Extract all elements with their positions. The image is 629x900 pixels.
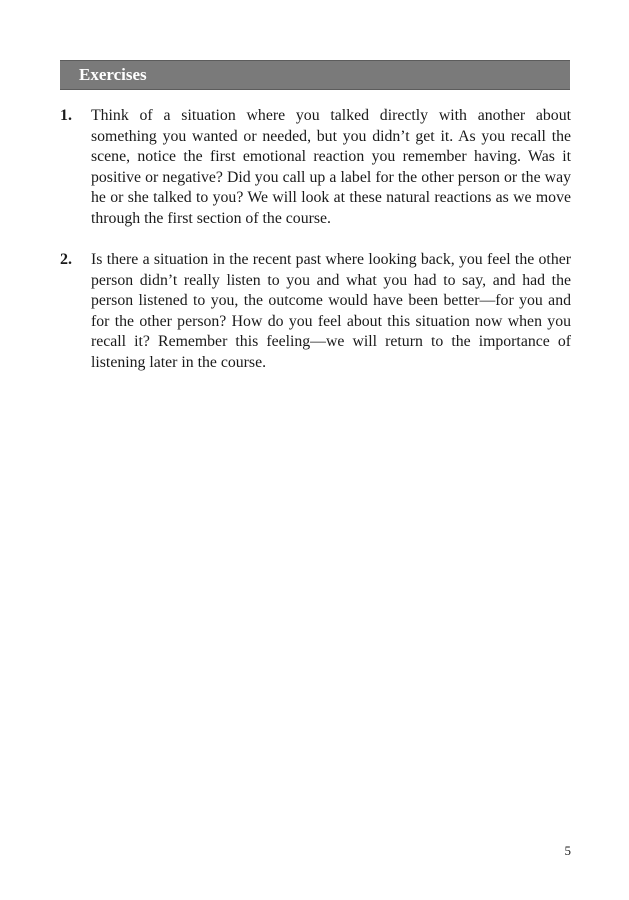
exercise-text: Is there a situation in the recent past where looking back, you feel the other person didn’t really listen to you and what you had to say, and had the person listened to you, the outcome would have been better—for you and for the other person? How do you feel about this situation now when you recall it? Remember this feeling—we will return to the importance of listening later in the course.: [91, 251, 571, 371]
exercise-number: 2.: [60, 251, 72, 268]
exercise-number: 1.: [60, 107, 72, 124]
exercise-text: Think of a situation where you talked directly with another about something you wanted or needed, but you didn’t get it. As you recall the scene, notice the first emotional reaction you remember having. Was it positive or negative? Did you call up a label for the other person or the way he or she talked to you? We will look at these natural reactions as we move through the first section of the course.: [91, 107, 571, 227]
page-number: 5: [564, 843, 571, 858]
section-title: Exercises: [79, 65, 147, 84]
section-header-bar: [60, 60, 570, 90]
